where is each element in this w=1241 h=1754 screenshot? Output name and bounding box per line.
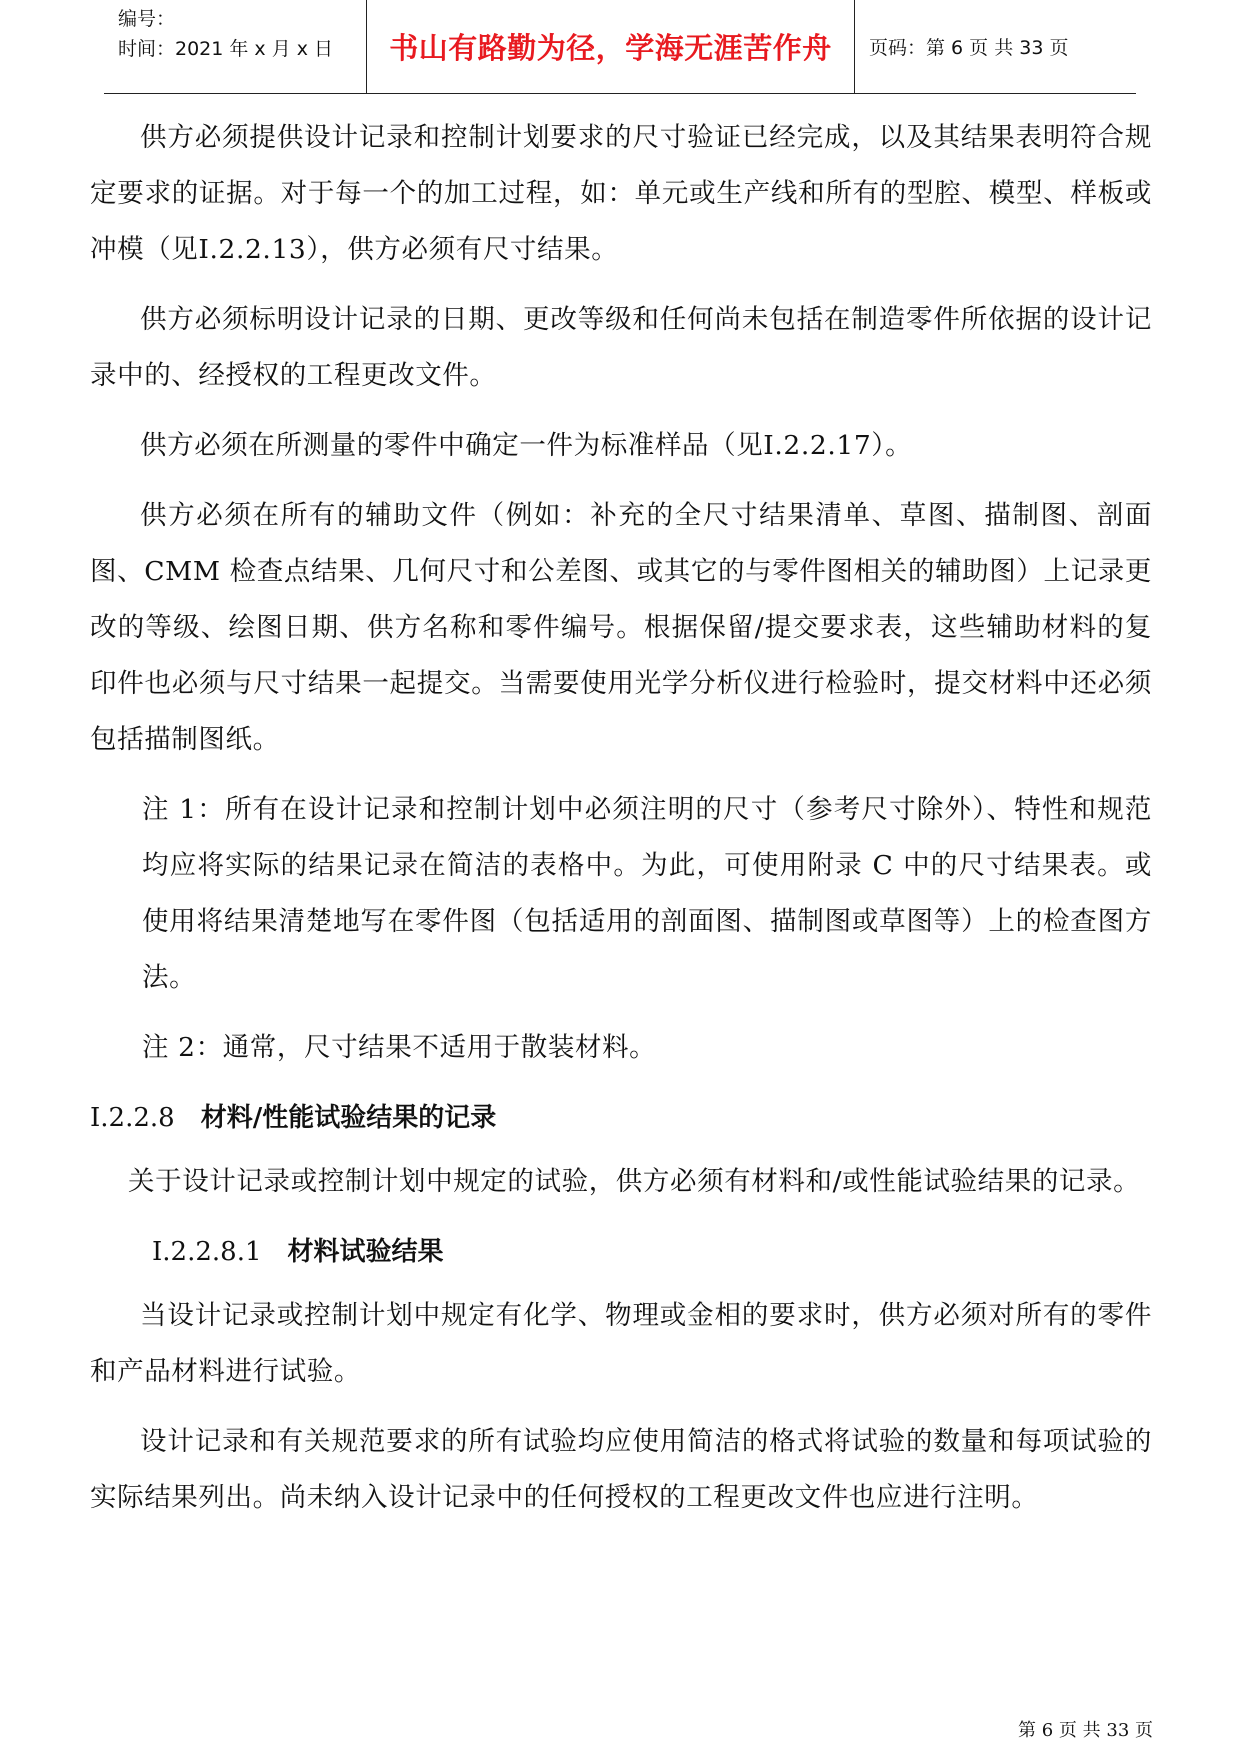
section-number: Ⅰ.2.2.8.1 — [152, 1237, 262, 1267]
page-footer: 第 6 页 共 33 页 — [1018, 1720, 1153, 1741]
paragraph-1: 供方必须提供设计记录和控制计划要求的尺寸验证已经完成，以及其结果表明符合规定要求的证据。对于每一个的加工过程，如：单元或生产线和所有的型腔、模型、样板或冲模（见Ⅰ.2.2.13），供方必须有尺寸结果。 — [90, 122, 1152, 265]
paragraph-5: 关于设计记录或控制计划中规定的试验，供方必须有材料和/或性能试验结果的记录。 — [128, 1166, 1141, 1197]
paragraph-6: 当设计记录或控制计划中规定有化学、物理或金相的要求时，供方必须对所有的零件和产品材料进行试验。 — [90, 1300, 1152, 1387]
section-heading-2 — [90, 1224, 1152, 1280]
note-1: 注 1：所有在设计记录和控制计划中必须注明的尺寸（参考尺寸除外）、特性和规范均应将实际的结果记录在简洁的表格中。为此，可使用附录 C 中的尺寸结果表。或使用将结果清楚地写在零件图（包括适用的剖面图、描制图或草图等）上的检查图方法。 — [142, 794, 1152, 993]
paragraph-4: 供方必须在所有的辅助文件（例如：补充的全尺寸结果清单、草图、描制图、剖面图、CMM 检查点结果、几何尺寸和公差图、或其它的与零件图相关的辅助图）上记录更改的等级、绘图日期、供方名称和零件编号。根据保留/提交要求表，这些辅助材料的复印件也必须与尺寸结果一起提交。当需要使用光学分析仪进行检验时，提交材料中还必须包括描制图纸。 — [90, 500, 1152, 755]
document-time-label: 时间：2021 年 x 月 x 日 — [118, 38, 334, 60]
document-body — [90, 110, 1152, 1540]
note-2: 注 2：通常，尺寸结果不适用于散装材料。 — [142, 1032, 657, 1063]
header-page-number: 页码：第 6 页 共 33 页 — [869, 37, 1069, 59]
header-motto-cell — [366, 0, 855, 93]
section-title: 材料试验结果 — [287, 1237, 444, 1267]
paragraph-3: 供方必须在所测量的零件中确定一件为标准样品（见Ⅰ.2.2.17）。 — [140, 430, 913, 461]
section-title: 材料/性能试验结果的记录 — [200, 1103, 497, 1133]
section-number: Ⅰ.2.2.8 — [90, 1103, 175, 1133]
paragraph-2: 供方必须标明设计记录的日期、更改等级和任何尚未包括在制造零件所依据的设计记录中的、经授权的工程更改文件。 — [90, 304, 1152, 391]
paragraph-7: 设计记录和有关规范要求的所有试验均应使用简洁的格式将试验的数量和每项试验的实际结果列出。尚未纳入设计记录中的任何授权的工程更改文件也应进行注明。 — [90, 1426, 1152, 1513]
document-number-label: 编号： — [118, 8, 176, 30]
section-heading-1 — [90, 1090, 1152, 1146]
header-motto: 书山有路勤为径，学海无涯苦作舟 — [389, 31, 832, 65]
header-meta — [104, 0, 366, 93]
page-header — [104, 0, 1136, 94]
